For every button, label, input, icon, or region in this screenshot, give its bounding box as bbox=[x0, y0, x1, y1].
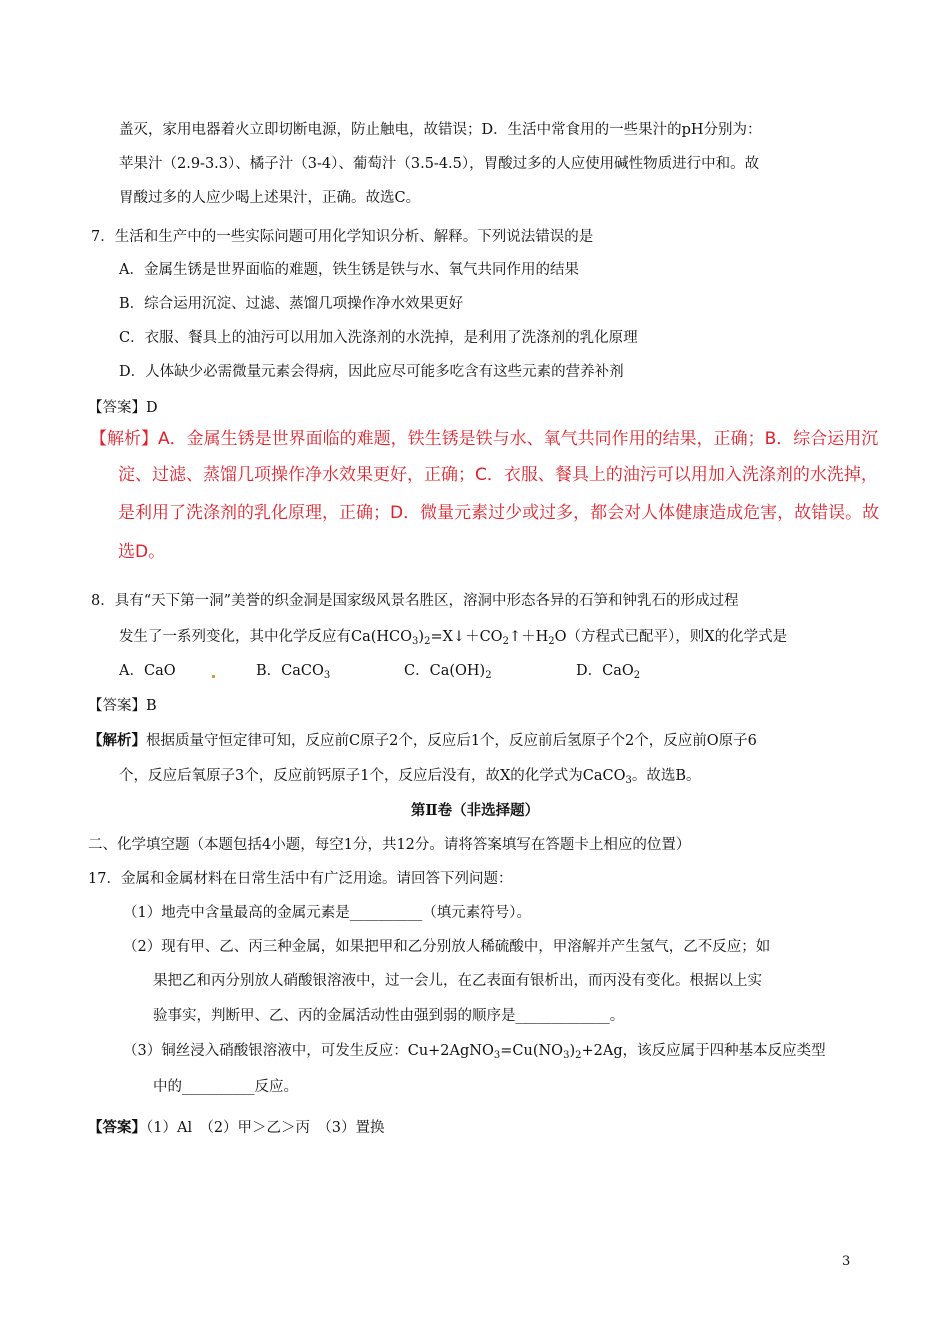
q7-analysis-line-1: 【解析】A．金属生锈是世界面临的难题，铁生锈是铁与水、氧气共同作用的结果，正确；B．综合运用沉 bbox=[90, 429, 879, 449]
q8-stem-line-2: 发生了一系列变化，其中化学反应有$Ca(HCO_3)_2=X↓+CO_2↑+H_2O$（方程式已配平），则X的化学式是 bbox=[119, 629, 788, 647]
q17-answer bbox=[88, 1117, 385, 1139]
q7-answer bbox=[88, 397, 158, 419]
intro-line-2: 苹果汁（2.9-3.3）、橘子汁（3-4）、葡萄汁（3.5-4.5），胃酸过多的人应使用碱性物质进行中和。故 bbox=[119, 156, 760, 172]
q8-option-d: D．CaO$_2$ bbox=[576, 663, 641, 681]
q8-option-c: C．$Ca(OH)_2$ bbox=[404, 663, 492, 681]
decorative-dot bbox=[212, 675, 215, 678]
q8-analysis-line-1: 【解析】根据质量守恒定律可知，反应前C原子2个，反应后1个，反应前后氢原子个2个，反应前O原子6 bbox=[88, 732, 757, 749]
q17-part-2-line-3: 验事实，判断甲、乙、丙的金属活动性由强到弱的顺序是_____________。 bbox=[153, 1008, 625, 1024]
q7-option-c: C．衣服、餐具上的油污可以用加入洗涤剂的水洗掉，是利用了洗涤剂的乳化原理 bbox=[119, 330, 638, 346]
q17-answer-label: 【答案】 bbox=[88, 1119, 146, 1136]
q8-answer-label: 【答案】 bbox=[88, 698, 146, 714]
q17-part-1: （1）地壳中含量最高的金属元素是__________（填元素符号）。 bbox=[123, 905, 531, 921]
intro-line-1: 盖灭，家用电器着火立即切断电源，防止触电，故错误；D．生活中常食用的一些果汁的pH分别为： bbox=[119, 122, 762, 138]
q17-part-3-line-1: （3）铜丝浸入硝酸银溶液中，可发生反应：$Cu+2AgNO_3=Cu(NO_3)_2+2Ag$，该反应属于四种基本反应类型 bbox=[123, 1043, 826, 1061]
q7-option-b: B．综合运用沉淀、过滤、蒸馏几项操作净水效果更好 bbox=[119, 296, 464, 312]
q8-option-a: A．CaO bbox=[119, 663, 176, 679]
q8-analysis-line-2: 个，反应后氧原子3个，反应前钙原子1个，反应后没有，故X的化学式为CaCO$_3$。故选B。 bbox=[119, 768, 701, 786]
q17-stem: 17．金属和金属材料在日常生活中有广泛用途。请回答下列问题： bbox=[88, 871, 513, 887]
section-title: 第Ⅱ卷（非选择题） bbox=[410, 802, 540, 819]
q8-answer-value: B bbox=[146, 698, 157, 714]
q7-analysis-line-4: 选D。 bbox=[118, 542, 166, 562]
page-number: 3 bbox=[842, 1254, 851, 1269]
q7-option-d: D．人体缺少必需微量元素会得病，因此应尽可能多吃含有这些元素的营养补剂 bbox=[119, 364, 624, 380]
q17-answer-value: （1）Al （2）甲＞乙＞丙 （3）置换 bbox=[146, 1120, 385, 1136]
q7-answer-label: 【答案】 bbox=[88, 400, 146, 416]
q17-part-2-line-1: （2）现有甲、乙、丙三种金属，如果把甲和乙分别放人稀硫酸中，甲溶解并产生氢气，乙不反应；如 bbox=[123, 939, 771, 955]
q8-option-b: B．CaCO$_3$ bbox=[256, 663, 331, 681]
q7-analysis-line-3: 是利用了洗涤剂的乳化原理，正确；D．微量元素过少或过多，都会对人体健康造成危害，故错误。故 bbox=[118, 503, 880, 523]
q8-stem-line-1: 8．具有“天下第一洞”美誉的织金洞是国家级风景名胜区，溶洞中形态各异的石笋和钟乳石的形成过程 bbox=[91, 593, 739, 609]
q17-part-3-line-2: 中的__________反应。 bbox=[153, 1079, 298, 1095]
q17-part-2-line-2: 果把乙和丙分别放人硝酸银溶液中，过一会儿，在乙表面有银析出，而丙没有变化。根据以上实 bbox=[153, 973, 762, 989]
q17-blank-1: __________ bbox=[349, 905, 423, 921]
q7-option-a: A．金属生锈是世界面临的难题，铁生锈是铁与水、氧气共同作用的结果 bbox=[119, 262, 579, 278]
q8-analysis-label: 【解析】 bbox=[88, 732, 146, 749]
q7-stem: 7．生活和生产中的一些实际问题可用化学知识分析、解释。下列说法错误的是 bbox=[91, 229, 594, 245]
q7-analysis-line-2: 淀、过滤、蒸馏几项操作净水效果更好，正确；C．衣服、餐具上的油污可以用加入洗涤剂的水洗掉， bbox=[118, 465, 878, 485]
intro-line-3: 胃酸过多的人应少喝上述果汁，正确。故选C。 bbox=[119, 190, 421, 206]
section-heading: 二、化学填空题（本题包括4小题，每空1分，共12分。请将答案填写在答题卡上相应的位置） bbox=[88, 837, 691, 853]
q8-answer bbox=[88, 695, 157, 717]
q7-answer-value: D bbox=[146, 400, 158, 416]
